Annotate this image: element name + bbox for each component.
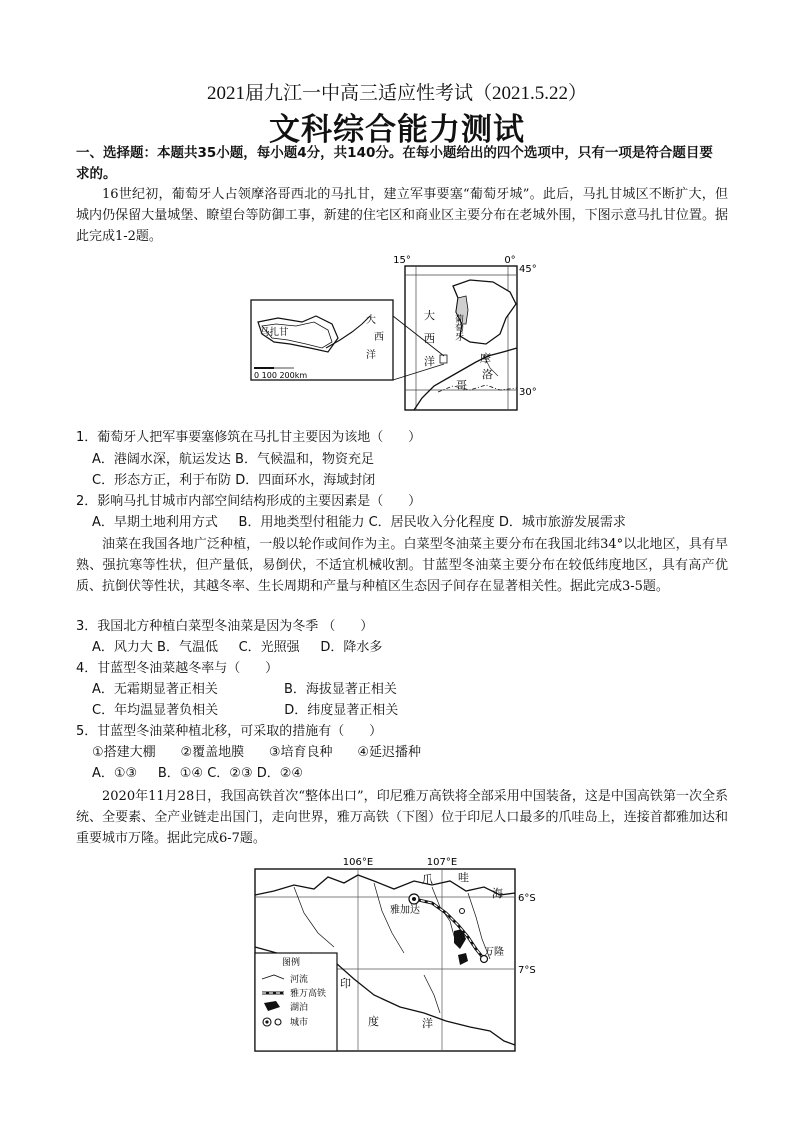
q2-options-row1: A．早期土地利用方式 B．用地类型付租能力 C．居民收入分化程度 D．城市旅游发展需求 <box>92 515 626 530</box>
question-1: 1．葡萄牙人把军事要塞修筑在马扎甘主要因为该地（ ） <box>76 430 422 445</box>
q3-options-row1: A．风力大 B．气温低 C．光照强 D．降水多 <box>92 640 383 655</box>
legend-river: 河流 <box>290 975 309 985</box>
map1-morocco-3: 哥 <box>456 379 467 392</box>
legend-lake: 湖泊 <box>290 1003 309 1013</box>
question-4: 4．甘蓝型冬油菜越冬率与（ ） <box>76 661 279 676</box>
map1-lon-15: 15° <box>393 255 411 266</box>
map1-inset-ocean-2: 西 <box>374 332 384 343</box>
map1-lat-45: 45° <box>519 264 537 275</box>
q5-options-row2: A．①③ B．①④ C．②③ D．②④ <box>92 766 304 781</box>
section-instructions: 一、选择题：本题共35小题，每小题4分，共140分。在每小题给出的四个选项中，只有一项是符合题目要求的。 <box>76 145 713 182</box>
map2-lon-107: 107°E <box>426 857 458 868</box>
passage-1: 16世纪初，葡萄牙人占领摩洛哥西北的马扎甘，建立军事要塞“葡萄牙城”。此后，马扎甘城区不断扩大，但城内仍保留大量城堡、瞭望台等防御工事，新建的住宅区和商业区主要分布在老城外围，下图示意马扎甘位置。据此完成1-2题。 <box>76 187 728 244</box>
map1-portugal: 葡萄牙 <box>453 314 463 341</box>
exam-title: 2021届九江一中高三适应性考试（2021.5.22） <box>206 83 587 104</box>
passage-2: 油菜在我国各地广泛种植，一般以轮作或间作为主。白菜型冬油菜主要分布在我国北纬34°以北地区，具有早熟、强抗寒等性状，但产量低，易倒伏，不适宜机械收割。甘蓝型冬油菜主要分布在较低纬度地区，具有高产优质、抗倒伏等性状，其越冬率、生长周期和产量与种植区生态因子间存在显著相关性。据此完成3-5题。 <box>76 537 728 594</box>
map-jakarta-bandung <box>254 855 550 1055</box>
map1-inset-city: 马扎甘 <box>260 327 289 338</box>
map1-ocean-3: 洋 <box>424 355 435 368</box>
map2-lat-7: 7°S <box>518 965 536 976</box>
q5-options-row1: ①搭建大棚 ②覆盖地膜 ③培育良种 ④延迟播种 <box>92 745 421 760</box>
exam-subtitle: 文科综合能力测试 <box>269 112 525 148</box>
passage-3: 2020年11月28日，我国高铁首次“整体出口”，印尼雅万高铁将全部采用中国装备，这是中国高铁第一次全系统、全要素、全产业链走出国门，走向世界，雅万高铁（下图）位于印尼人口最多的爪哇岛上，连接首都雅加达和重要城市万隆。据此完成6-7题。 <box>76 789 728 846</box>
q4-options-row2: C．年均温显著负相关 D．纬度显著正相关 <box>92 703 399 718</box>
map2-ocean-1: 印 <box>340 977 351 990</box>
city-bandung: 万隆 <box>484 947 504 958</box>
map2-ocean-3: 洋 <box>422 1017 433 1030</box>
question-5: 5．甘蓝型冬油菜种植北移，可采取的措施有（ ） <box>76 724 383 739</box>
map2-lon-106: 106°E <box>342 857 374 868</box>
map1-ocean-2: 西 <box>424 332 435 345</box>
map1-morocco-2: 洛 <box>482 368 493 381</box>
map2-ocean-2: 度 <box>368 1015 379 1028</box>
map1-inset-ocean-3: 洋 <box>366 350 376 361</box>
question-2: 2．影响马扎甘城市内部空间结构形成的主要因素是（ ） <box>76 494 422 509</box>
legend-title: 图例 <box>282 958 301 968</box>
map1-scale: 0 100 200km <box>254 371 308 380</box>
question-3: 3．我国北方种植白菜型冬油菜是因为冬季 （ ） <box>76 619 374 634</box>
map2-sea-1: 爪 <box>422 873 433 886</box>
map1-inset-ocean-1: 大 <box>366 315 376 326</box>
map1-lon-0: 0° <box>504 255 516 266</box>
q4-options-row1: A．无霜期显著正相关 B．海拔显著正相关 <box>92 682 397 697</box>
map1-ocean-1: 大 <box>424 309 435 322</box>
map1-lat-30: 30° <box>519 387 537 398</box>
map1-morocco-1: 摩 <box>480 352 491 365</box>
q1-options-row1: A．港阔水深，航运发达 B．气候温和，物资充足 <box>92 452 374 467</box>
q1-options-row2: C．形态方正，利于布防 D．四面环水，海域封闭 <box>92 473 376 488</box>
map2-lat-6: 6°S <box>518 893 536 904</box>
legend-rail: 雅万高铁 <box>290 989 327 999</box>
legend-city: 城市 <box>290 1018 309 1028</box>
map-mazagan <box>248 252 548 416</box>
map2-sea-2: 哇 <box>458 871 469 884</box>
city-jakarta: 雅加达 <box>390 905 420 916</box>
map2-sea-3: 海 <box>492 887 503 900</box>
